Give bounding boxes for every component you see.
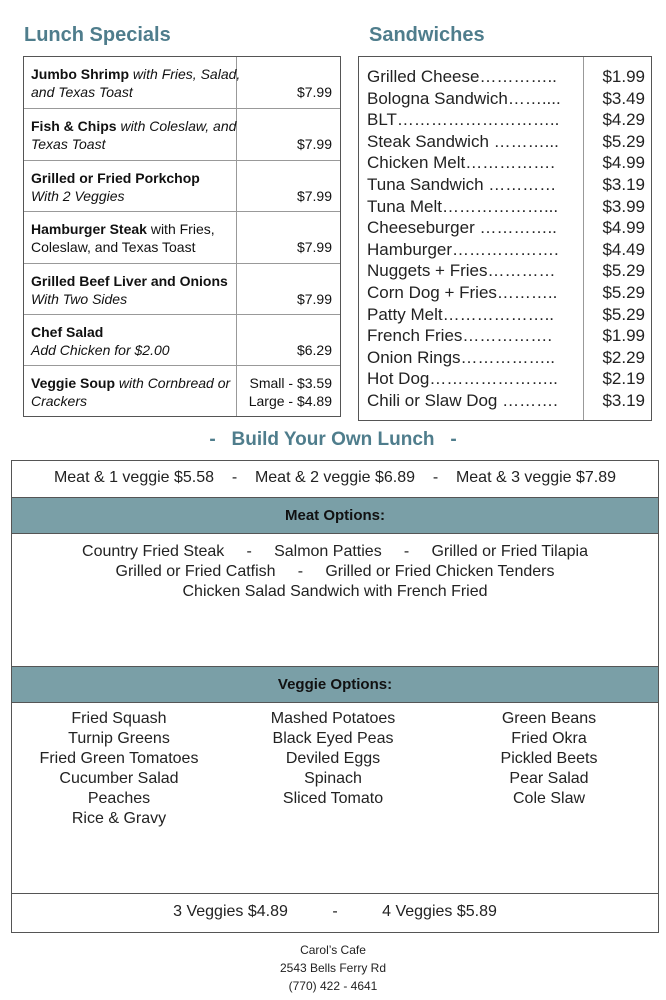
meat-options-line: Grilled or Fried Catfish - Grilled or Fried Chicken Tenders	[115, 563, 555, 580]
item-name: Veggie Soup	[31, 375, 116, 391]
sandwich-item	[367, 326, 645, 348]
lunch-item-chef-salad	[24, 315, 340, 366]
veggie-column-3	[442, 709, 656, 809]
item-price: $5.29	[602, 283, 645, 302]
veggie-column-2	[226, 709, 440, 809]
veggie-options-header: Veggie Options:	[12, 666, 658, 703]
veggie-item: Fried Okra	[511, 730, 587, 747]
sandwich-item	[367, 67, 645, 89]
veggie-item: Fried Squash	[71, 710, 167, 727]
item-description: with Fries, Coleslaw, and Texas Toast	[31, 221, 215, 255]
item-price: $4.29	[602, 110, 645, 130]
item-price: $3.99	[602, 196, 645, 216]
lunch-item-veggie-soup	[24, 366, 340, 416]
meat-options-line: Chicken Salad Sandwich with French Fried	[182, 583, 488, 600]
cafe-phone: (770) 422 - 4641	[288, 979, 378, 993]
item-price: $1.99	[602, 67, 645, 86]
item-name: Fish & Chips	[31, 118, 117, 134]
item-description: With Two Sides	[31, 291, 128, 307]
item-name: Nuggets + Fries…………	[367, 261, 556, 281]
item-price: $2.29	[602, 347, 645, 367]
sandwich-item	[367, 153, 645, 175]
item-name: Tuna Melt………………...	[367, 196, 559, 216]
item-price-small: Small - $3.59	[249, 375, 332, 391]
sandwich-item	[367, 218, 645, 240]
item-name: Hamburger Steak	[31, 221, 147, 237]
item-price-large: Large - $4.89	[248, 393, 332, 409]
item-name: Hamburger……………….	[367, 239, 559, 259]
veggie-item: Mashed Potatoes	[270, 710, 396, 727]
item-description: Add Chicken for $2.00	[31, 342, 170, 358]
item-price: $7.99	[296, 84, 332, 100]
divider	[12, 893, 658, 894]
item-price: $7.99	[296, 188, 332, 204]
item-description: With 2 Veggies	[31, 188, 125, 204]
item-price: $7.99	[296, 136, 332, 152]
item-name: BLT………………………..	[367, 110, 560, 130]
sandwich-item	[367, 261, 645, 283]
item-price: $6.29	[296, 342, 332, 358]
item-name: Onion Rings……………..	[367, 347, 555, 367]
sandwiches-table	[358, 56, 652, 421]
veggie-item: Peaches	[87, 790, 151, 807]
sandwich-item	[367, 89, 645, 111]
veggie-plate-pricing: 3 Veggies $4.89 - 4 Veggies $5.89	[173, 903, 497, 920]
build-your-own-heading: - Build Your Own Lunch -	[209, 429, 457, 450]
sandwich-item	[367, 305, 645, 327]
item-name: Bologna Sandwich……....	[367, 88, 561, 108]
item-name: Jumbo Shrimp	[31, 66, 130, 82]
item-price: $5.29	[602, 304, 645, 324]
item-price: $7.99	[296, 239, 332, 255]
item-name: Steak Sandwich ………...	[367, 131, 559, 151]
lunch-item-beef-liver	[24, 264, 340, 315]
item-name: Hot Dog…………………..	[367, 369, 558, 389]
sandwich-item	[367, 348, 645, 370]
lunch-specials-table	[23, 56, 341, 417]
veggie-item: Cole Slaw	[512, 790, 586, 807]
sandwich-item	[367, 110, 645, 132]
sandwich-item	[367, 132, 645, 154]
lunch-item-jumbo-shrimp	[24, 57, 340, 109]
item-name: Chicken Melt…………….	[367, 153, 555, 173]
meat-options-line: Country Fried Steak - Salmon Patties - Grilled or Fried Tilapia	[82, 543, 588, 560]
item-name: Grilled Beef Liver and Onions	[31, 273, 228, 289]
cafe-name: Carol’s Cafe	[300, 943, 366, 957]
item-price: $4.49	[602, 239, 645, 259]
build-your-own-table	[11, 460, 659, 933]
item-price: $4.99	[602, 153, 645, 173]
sandwich-item	[367, 369, 645, 391]
veggie-item: Spinach	[304, 770, 362, 787]
sandwich-item	[367, 391, 645, 413]
lunch-item-fish-chips	[24, 109, 340, 161]
sandwich-item	[367, 283, 645, 305]
veggie-item: Green Beans	[501, 710, 597, 727]
item-price: $3.19	[602, 175, 645, 194]
item-name: French Fries…………….	[367, 326, 553, 346]
item-description: with Coleslaw, and Texas Toast	[31, 118, 237, 152]
veggie-item: Cucumber Salad	[59, 770, 179, 787]
item-price: $4.99	[602, 218, 645, 238]
veggie-item: Pear Salad	[509, 770, 589, 787]
veggie-column-1	[12, 709, 226, 829]
item-price: $3.19	[602, 391, 645, 410]
sandwich-item	[367, 197, 645, 219]
meat-options-header: Meat Options:	[12, 497, 658, 534]
item-name: Grilled Cheese…………..	[367, 67, 557, 86]
cafe-address: 2543 Bells Ferry Rd	[279, 961, 387, 975]
lunch-item-porkchop	[24, 161, 340, 212]
sandwiches-heading: Sandwiches	[369, 24, 485, 46]
item-price: $5.29	[602, 261, 645, 281]
sandwich-item	[367, 175, 645, 197]
item-price: $7.99	[296, 291, 332, 307]
item-price: $1.99	[602, 326, 645, 346]
item-name: Corn Dog + Fries………..	[367, 283, 558, 302]
veggie-item: Pickled Beets	[500, 750, 598, 767]
lunch-item-hamburger-steak	[24, 212, 340, 264]
veggie-item: Black Eyed Peas	[272, 730, 394, 747]
item-name: Patty Melt………………..	[367, 304, 555, 324]
item-name: Chef Salad	[31, 324, 104, 340]
item-description: with Fries, Salad, and Texas Toast	[31, 66, 241, 100]
item-price: $3.49	[602, 88, 645, 108]
lunch-specials-heading: Lunch Specials	[24, 24, 171, 46]
veggie-item: Turnip Greens	[68, 730, 170, 747]
item-price: $5.29	[602, 131, 645, 151]
veggie-item: Deviled Eggs	[285, 750, 381, 767]
item-name: Grilled or Fried Porkchop	[31, 170, 200, 186]
item-price: $2.19	[602, 369, 645, 389]
item-description: with Cornbread or Crackers	[31, 375, 231, 409]
veggie-item: Sliced Tomato	[282, 790, 384, 807]
item-name: Chili or Slaw Dog ……….	[367, 391, 558, 410]
veggie-item: Fried Green Tomatoes	[39, 750, 199, 767]
item-name: Cheeseburger …………..	[367, 218, 557, 238]
item-name: Tuna Sandwich …………	[367, 175, 557, 194]
meat-veggie-pricing: Meat & 1 veggie $5.58 - Meat & 2 veggie $6.89 - Meat & 3 veggie $7.89	[53, 469, 617, 486]
veggie-item: Rice & Gravy	[71, 810, 167, 827]
sandwich-item	[367, 240, 645, 262]
